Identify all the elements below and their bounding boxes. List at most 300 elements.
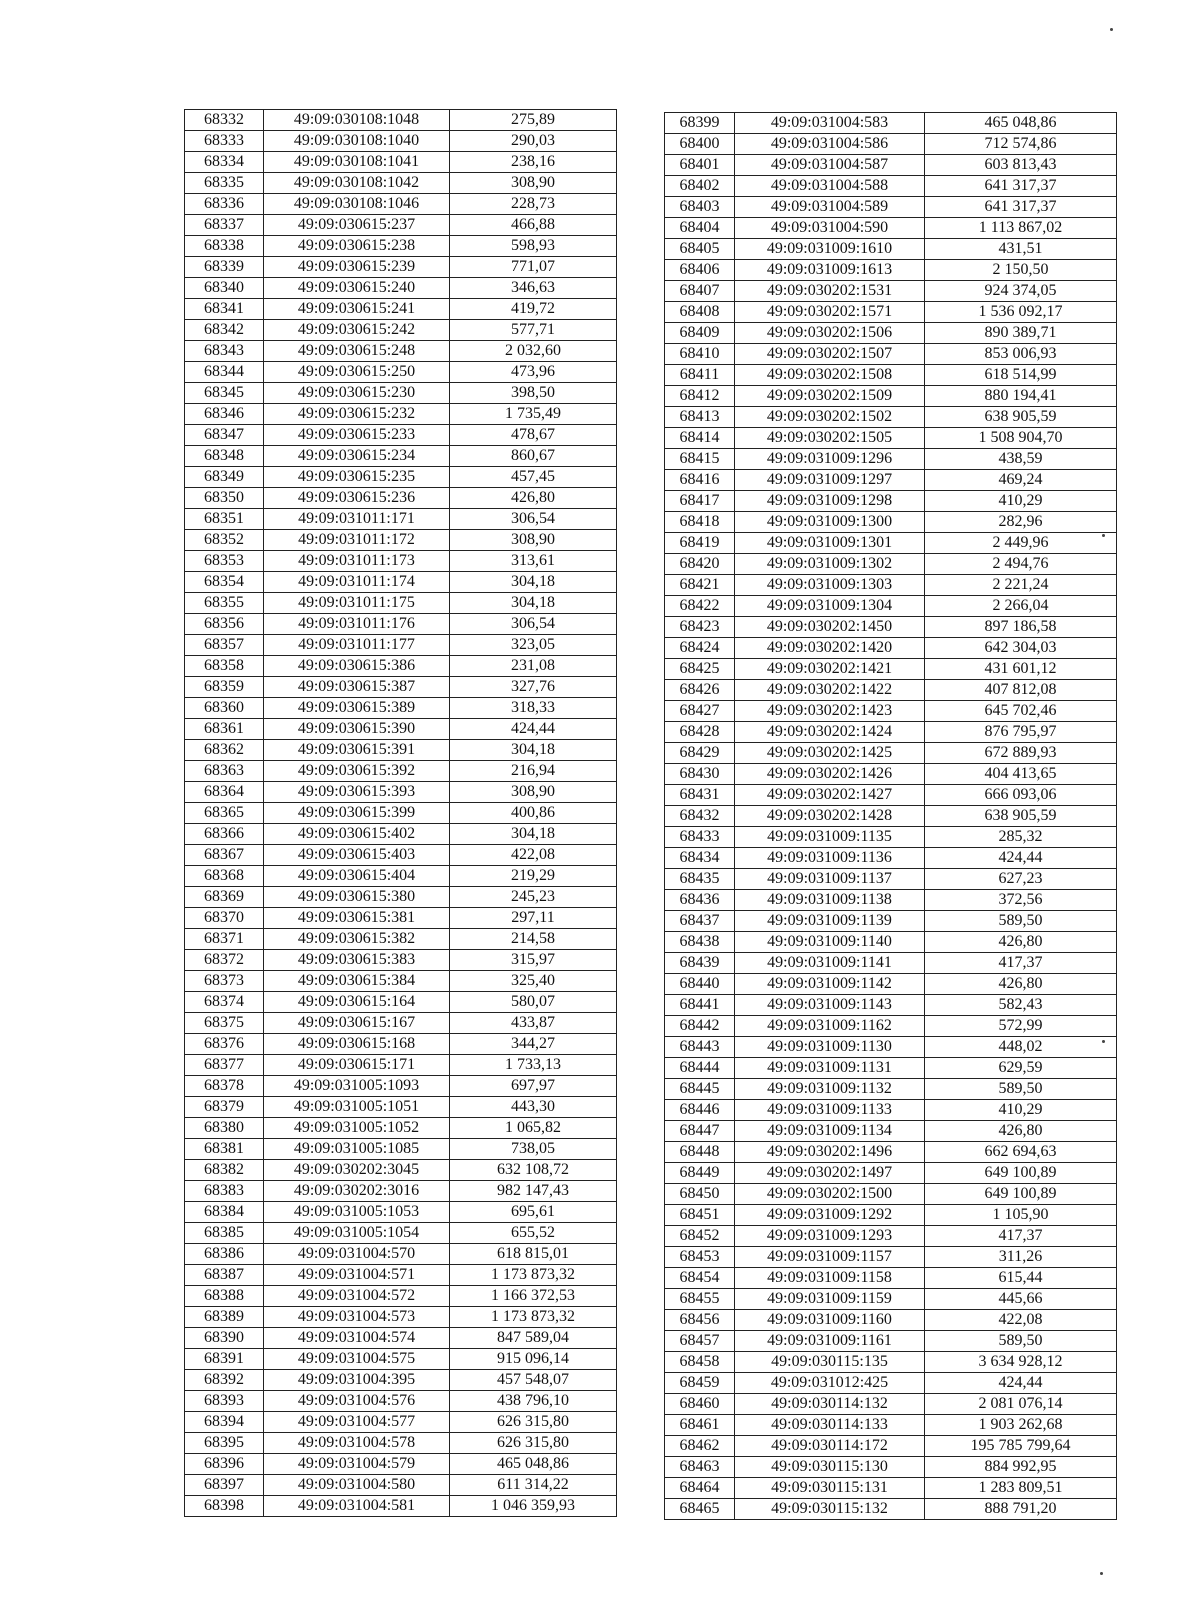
table-row bbox=[185, 131, 617, 152]
row-number-cell: 68367 bbox=[185, 845, 264, 866]
row-number-cell: 68464 bbox=[665, 1478, 735, 1499]
value-cell: 738,05 bbox=[450, 1139, 617, 1160]
value-cell: 1 065,82 bbox=[450, 1118, 617, 1139]
cadastral-number-cell: 49:09:030202:1505 bbox=[735, 428, 925, 449]
table-row bbox=[185, 656, 617, 677]
row-number-cell: 68442 bbox=[665, 1016, 735, 1037]
table-row bbox=[185, 320, 617, 341]
row-number-cell: 68430 bbox=[665, 764, 735, 785]
cadastral-number-cell: 49:09:030615:384 bbox=[264, 971, 450, 992]
cadastral-number-cell: 49:09:030615:240 bbox=[264, 278, 450, 299]
value-cell: 632 108,72 bbox=[450, 1160, 617, 1181]
table-row bbox=[665, 533, 1117, 554]
row-number-cell: 68351 bbox=[185, 509, 264, 530]
row-number-cell: 68357 bbox=[185, 635, 264, 656]
cadastral-number-cell: 49:09:030615:248 bbox=[264, 341, 450, 362]
table-row bbox=[185, 1097, 617, 1118]
row-number-cell: 68361 bbox=[185, 719, 264, 740]
cadastral-number-cell: 49:09:031009:1138 bbox=[735, 890, 925, 911]
table-row bbox=[185, 1013, 617, 1034]
cadastral-number-cell: 49:09:030615:392 bbox=[264, 761, 450, 782]
value-cell: 285,32 bbox=[925, 827, 1117, 848]
cadastral-number-cell: 49:09:031011:172 bbox=[264, 530, 450, 551]
table-row bbox=[665, 1457, 1117, 1478]
row-number-cell: 68342 bbox=[185, 320, 264, 341]
cadastral-number-cell: 49:09:030114:132 bbox=[735, 1394, 925, 1415]
row-number-cell: 68405 bbox=[665, 239, 735, 260]
row-number-cell: 68437 bbox=[665, 911, 735, 932]
cadastral-number-cell: 49:09:031009:1142 bbox=[735, 974, 925, 995]
row-number-cell: 68443 bbox=[665, 1037, 735, 1058]
cadastral-number-cell: 49:09:030615:403 bbox=[264, 845, 450, 866]
row-number-cell: 68345 bbox=[185, 383, 264, 404]
value-cell: 1 046 359,93 bbox=[450, 1496, 617, 1517]
cadastral-number-cell: 49:09:030108:1040 bbox=[264, 131, 450, 152]
value-cell: 438,59 bbox=[925, 449, 1117, 470]
cadastral-number-cell: 49:09:031009:1133 bbox=[735, 1100, 925, 1121]
cadastral-number-cell: 49:09:030202:1508 bbox=[735, 365, 925, 386]
value-cell: 346,63 bbox=[450, 278, 617, 299]
row-number-cell: 68387 bbox=[185, 1265, 264, 1286]
table-row bbox=[185, 299, 617, 320]
value-cell: 611 314,22 bbox=[450, 1475, 617, 1496]
value-cell: 304,18 bbox=[450, 593, 617, 614]
row-number-cell: 68418 bbox=[665, 512, 735, 533]
row-number-cell: 68379 bbox=[185, 1097, 264, 1118]
value-cell: 603 813,43 bbox=[925, 155, 1117, 176]
value-cell: 645 702,46 bbox=[925, 701, 1117, 722]
value-cell: 422,08 bbox=[925, 1310, 1117, 1331]
value-cell: 422,08 bbox=[450, 845, 617, 866]
row-number-cell: 68347 bbox=[185, 425, 264, 446]
row-number-cell: 68362 bbox=[185, 740, 264, 761]
row-number-cell: 68458 bbox=[665, 1352, 735, 1373]
value-cell: 238,16 bbox=[450, 152, 617, 173]
cadastral-number-cell: 49:09:031004:395 bbox=[264, 1370, 450, 1391]
row-number-cell: 68401 bbox=[665, 155, 735, 176]
value-cell: 426,80 bbox=[925, 1121, 1117, 1142]
row-number-cell: 68337 bbox=[185, 215, 264, 236]
cadastral-number-cell: 49:09:031009:1158 bbox=[735, 1268, 925, 1289]
cadastral-number-cell: 49:09:031004:578 bbox=[264, 1433, 450, 1454]
value-cell: 695,61 bbox=[450, 1202, 617, 1223]
table-row bbox=[665, 1079, 1117, 1100]
value-cell: 426,80 bbox=[925, 974, 1117, 995]
table-row bbox=[185, 782, 617, 803]
cadastral-number-cell: 49:09:031009:1610 bbox=[735, 239, 925, 260]
table-row bbox=[185, 446, 617, 467]
table-row bbox=[185, 467, 617, 488]
table-row bbox=[185, 1202, 617, 1223]
cadastral-number-cell: 49:09:031009:1159 bbox=[735, 1289, 925, 1310]
value-cell: 1 173 873,32 bbox=[450, 1307, 617, 1328]
value-cell: 771,07 bbox=[450, 257, 617, 278]
row-number-cell: 68388 bbox=[185, 1286, 264, 1307]
row-number-cell: 68408 bbox=[665, 302, 735, 323]
row-number-cell: 68428 bbox=[665, 722, 735, 743]
row-number-cell: 68370 bbox=[185, 908, 264, 929]
cadastral-number-cell: 49:09:031011:177 bbox=[264, 635, 450, 656]
row-number-cell: 68397 bbox=[185, 1475, 264, 1496]
cadastral-number-cell: 49:09:030615:232 bbox=[264, 404, 450, 425]
value-cell: 443,30 bbox=[450, 1097, 617, 1118]
cadastral-number-cell: 49:09:031009:1300 bbox=[735, 512, 925, 533]
row-number-cell: 68350 bbox=[185, 488, 264, 509]
row-number-cell: 68363 bbox=[185, 761, 264, 782]
value-cell: 214,58 bbox=[450, 929, 617, 950]
table-row bbox=[665, 1184, 1117, 1205]
value-cell: 318,33 bbox=[450, 698, 617, 719]
cadastral-number-cell: 49:09:031004:588 bbox=[735, 176, 925, 197]
row-number-cell: 68340 bbox=[185, 278, 264, 299]
cadastral-number-cell: 49:09:031005:1052 bbox=[264, 1118, 450, 1139]
cadastral-number-cell: 49:09:031004:572 bbox=[264, 1286, 450, 1307]
cadastral-number-cell: 49:09:031011:173 bbox=[264, 551, 450, 572]
row-number-cell: 68344 bbox=[185, 362, 264, 383]
table-row bbox=[185, 1475, 617, 1496]
row-number-cell: 68426 bbox=[665, 680, 735, 701]
value-cell: 847 589,04 bbox=[450, 1328, 617, 1349]
cadastral-number-cell: 49:09:031004:575 bbox=[264, 1349, 450, 1370]
cadastral-number-cell: 49:09:031009:1162 bbox=[735, 1016, 925, 1037]
value-cell: 876 795,97 bbox=[925, 722, 1117, 743]
cadastral-number-cell: 49:09:031004:583 bbox=[735, 113, 925, 134]
value-cell: 577,71 bbox=[450, 320, 617, 341]
row-number-cell: 68394 bbox=[185, 1412, 264, 1433]
cadastral-number-cell: 49:09:031009:1297 bbox=[735, 470, 925, 491]
value-cell: 344,27 bbox=[450, 1034, 617, 1055]
row-number-cell: 68447 bbox=[665, 1121, 735, 1142]
table-row bbox=[185, 341, 617, 362]
row-number-cell: 68399 bbox=[665, 113, 735, 134]
value-cell: 216,94 bbox=[450, 761, 617, 782]
table-row bbox=[185, 1244, 617, 1265]
value-cell: 2 449,96 bbox=[925, 533, 1117, 554]
value-cell: 308,90 bbox=[450, 530, 617, 551]
table-row bbox=[185, 572, 617, 593]
row-number-cell: 68440 bbox=[665, 974, 735, 995]
table-row bbox=[185, 719, 617, 740]
table-row bbox=[185, 635, 617, 656]
row-number-cell: 68356 bbox=[185, 614, 264, 635]
row-number-cell: 68453 bbox=[665, 1247, 735, 1268]
cadastral-number-cell: 49:09:030615:382 bbox=[264, 929, 450, 950]
cadastral-number-cell: 49:09:030615:381 bbox=[264, 908, 450, 929]
row-number-cell: 68377 bbox=[185, 1055, 264, 1076]
row-number-cell: 68425 bbox=[665, 659, 735, 680]
table-row bbox=[665, 1415, 1117, 1436]
row-number-cell: 68427 bbox=[665, 701, 735, 722]
cadastral-number-cell: 49:09:031004:570 bbox=[264, 1244, 450, 1265]
cadastral-number-cell: 49:09:030615:386 bbox=[264, 656, 450, 677]
row-number-cell: 68336 bbox=[185, 194, 264, 215]
table-row bbox=[665, 1373, 1117, 1394]
row-number-cell: 68411 bbox=[665, 365, 735, 386]
value-cell: 457,45 bbox=[450, 467, 617, 488]
table-row bbox=[665, 785, 1117, 806]
value-cell: 649 100,89 bbox=[925, 1184, 1117, 1205]
table-row bbox=[185, 845, 617, 866]
cadastral-number-cell: 49:09:030202:1423 bbox=[735, 701, 925, 722]
cadastral-number-cell: 49:09:031005:1053 bbox=[264, 1202, 450, 1223]
table-row bbox=[665, 1352, 1117, 1373]
value-cell: 618 815,01 bbox=[450, 1244, 617, 1265]
row-number-cell: 68432 bbox=[665, 806, 735, 827]
cadastral-number-cell: 49:09:030202:1500 bbox=[735, 1184, 925, 1205]
table-row bbox=[185, 551, 617, 572]
value-cell: 372,56 bbox=[925, 890, 1117, 911]
cadastral-number-cell: 49:09:030615:171 bbox=[264, 1055, 450, 1076]
cadastral-number-cell: 49:09:030615:242 bbox=[264, 320, 450, 341]
row-number-cell: 68348 bbox=[185, 446, 264, 467]
row-number-cell: 68359 bbox=[185, 677, 264, 698]
table-row bbox=[665, 302, 1117, 323]
value-cell: 641 317,37 bbox=[925, 176, 1117, 197]
table-row bbox=[665, 1163, 1117, 1184]
table-row bbox=[185, 1391, 617, 1412]
row-number-cell: 68446 bbox=[665, 1100, 735, 1121]
cadastral-number-cell: 49:09:030615:241 bbox=[264, 299, 450, 320]
value-cell: 853 006,93 bbox=[925, 344, 1117, 365]
value-cell: 589,50 bbox=[925, 1331, 1117, 1352]
left-table-body bbox=[185, 110, 617, 1517]
cadastral-number-cell: 49:09:031009:1293 bbox=[735, 1226, 925, 1247]
table-row bbox=[665, 953, 1117, 974]
value-cell: 466,88 bbox=[450, 215, 617, 236]
table-row bbox=[185, 1328, 617, 1349]
scan-speck bbox=[1100, 1572, 1103, 1575]
row-number-cell: 68366 bbox=[185, 824, 264, 845]
row-number-cell: 68455 bbox=[665, 1289, 735, 1310]
cadastral-number-cell: 49:09:031004:579 bbox=[264, 1454, 450, 1475]
value-cell: 400,86 bbox=[450, 803, 617, 824]
value-cell: 308,90 bbox=[450, 782, 617, 803]
row-number-cell: 68406 bbox=[665, 260, 735, 281]
cadastral-number-cell: 49:09:030202:1424 bbox=[735, 722, 925, 743]
table-row bbox=[185, 593, 617, 614]
value-cell: 315,97 bbox=[450, 950, 617, 971]
table-row bbox=[665, 680, 1117, 701]
row-number-cell: 68338 bbox=[185, 236, 264, 257]
value-cell: 419,72 bbox=[450, 299, 617, 320]
row-number-cell: 68398 bbox=[185, 1496, 264, 1517]
row-number-cell: 68378 bbox=[185, 1076, 264, 1097]
cadastral-number-cell: 49:09:030615:238 bbox=[264, 236, 450, 257]
row-number-cell: 68404 bbox=[665, 218, 735, 239]
row-number-cell: 68412 bbox=[665, 386, 735, 407]
cadastral-number-cell: 49:09:030615:393 bbox=[264, 782, 450, 803]
row-number-cell: 68461 bbox=[665, 1415, 735, 1436]
table-row bbox=[185, 698, 617, 719]
value-cell: 313,61 bbox=[450, 551, 617, 572]
table-row bbox=[665, 113, 1117, 134]
row-number-cell: 68372 bbox=[185, 950, 264, 971]
cadastral-number-cell: 49:09:031004:581 bbox=[264, 1496, 450, 1517]
cadastral-number-cell: 49:09:031009:1303 bbox=[735, 575, 925, 596]
cadastral-number-cell: 49:09:031009:1298 bbox=[735, 491, 925, 512]
table-row bbox=[185, 950, 617, 971]
row-number-cell: 68374 bbox=[185, 992, 264, 1013]
table-row bbox=[185, 236, 617, 257]
table-row bbox=[665, 449, 1117, 470]
value-cell: 195 785 799,64 bbox=[925, 1436, 1117, 1457]
row-number-cell: 68449 bbox=[665, 1163, 735, 1184]
row-number-cell: 68456 bbox=[665, 1310, 735, 1331]
row-number-cell: 68441 bbox=[665, 995, 735, 1016]
row-number-cell: 68382 bbox=[185, 1160, 264, 1181]
right-table-body bbox=[665, 113, 1117, 1520]
table-row bbox=[185, 278, 617, 299]
row-number-cell: 68384 bbox=[185, 1202, 264, 1223]
cadastral-number-cell: 49:09:031009:1141 bbox=[735, 953, 925, 974]
table-row bbox=[665, 890, 1117, 911]
row-number-cell: 68402 bbox=[665, 176, 735, 197]
row-number-cell: 68457 bbox=[665, 1331, 735, 1352]
cadastral-number-cell: 49:09:030115:131 bbox=[735, 1478, 925, 1499]
row-number-cell: 68434 bbox=[665, 848, 735, 869]
cadastral-number-cell: 49:09:030202:1571 bbox=[735, 302, 925, 323]
value-cell: 655,52 bbox=[450, 1223, 617, 1244]
cadastral-number-cell: 49:09:030615:167 bbox=[264, 1013, 450, 1034]
row-number-cell: 68448 bbox=[665, 1142, 735, 1163]
row-number-cell: 68339 bbox=[185, 257, 264, 278]
row-number-cell: 68355 bbox=[185, 593, 264, 614]
table-row bbox=[665, 260, 1117, 281]
row-number-cell: 68383 bbox=[185, 1181, 264, 1202]
scan-speck bbox=[1110, 28, 1113, 31]
cadastral-number-cell: 49:09:030615:387 bbox=[264, 677, 450, 698]
row-number-cell: 68415 bbox=[665, 449, 735, 470]
cadastral-number-cell: 49:09:031004:580 bbox=[264, 1475, 450, 1496]
cadastral-number-cell: 49:09:031004:576 bbox=[264, 1391, 450, 1412]
table-row bbox=[665, 1226, 1117, 1247]
table-row bbox=[665, 176, 1117, 197]
right-register-table bbox=[664, 112, 1117, 1520]
table-row bbox=[185, 404, 617, 425]
cadastral-number-cell: 49:09:031009:1134 bbox=[735, 1121, 925, 1142]
row-number-cell: 68433 bbox=[665, 827, 735, 848]
row-number-cell: 68421 bbox=[665, 575, 735, 596]
value-cell: 1 735,49 bbox=[450, 404, 617, 425]
row-number-cell: 68431 bbox=[665, 785, 735, 806]
value-cell: 433,87 bbox=[450, 1013, 617, 1034]
table-row bbox=[185, 614, 617, 635]
row-number-cell: 68373 bbox=[185, 971, 264, 992]
cadastral-number-cell: 49:09:030202:1531 bbox=[735, 281, 925, 302]
value-cell: 582,43 bbox=[925, 995, 1117, 1016]
table-row bbox=[185, 362, 617, 383]
cadastral-number-cell: 49:09:030202:1420 bbox=[735, 638, 925, 659]
table-row bbox=[185, 824, 617, 845]
row-number-cell: 68413 bbox=[665, 407, 735, 428]
row-number-cell: 68392 bbox=[185, 1370, 264, 1391]
row-number-cell: 68438 bbox=[665, 932, 735, 953]
cadastral-number-cell: 49:09:031005:1085 bbox=[264, 1139, 450, 1160]
value-cell: 410,29 bbox=[925, 1100, 1117, 1121]
cadastral-number-cell: 49:09:030615:239 bbox=[264, 257, 450, 278]
table-row bbox=[185, 803, 617, 824]
cadastral-number-cell: 49:09:031011:174 bbox=[264, 572, 450, 593]
value-cell: 457 548,07 bbox=[450, 1370, 617, 1391]
value-cell: 627,23 bbox=[925, 869, 1117, 890]
value-cell: 306,54 bbox=[450, 614, 617, 635]
value-cell: 426,80 bbox=[450, 488, 617, 509]
row-number-cell: 68465 bbox=[665, 1499, 735, 1520]
row-number-cell: 68396 bbox=[185, 1454, 264, 1475]
cadastral-number-cell: 49:09:030615:237 bbox=[264, 215, 450, 236]
value-cell: 1 113 867,02 bbox=[925, 218, 1117, 239]
value-cell: 615,44 bbox=[925, 1268, 1117, 1289]
row-number-cell: 68386 bbox=[185, 1244, 264, 1265]
row-number-cell: 68360 bbox=[185, 698, 264, 719]
table-row bbox=[665, 281, 1117, 302]
value-cell: 325,40 bbox=[450, 971, 617, 992]
table-row bbox=[665, 554, 1117, 575]
cadastral-number-cell: 49:09:030202:1421 bbox=[735, 659, 925, 680]
table-row bbox=[665, 407, 1117, 428]
table-row bbox=[185, 1034, 617, 1055]
cadastral-number-cell: 49:09:031009:1130 bbox=[735, 1037, 925, 1058]
row-number-cell: 68435 bbox=[665, 869, 735, 890]
row-number-cell: 68460 bbox=[665, 1394, 735, 1415]
value-cell: 638 905,59 bbox=[925, 806, 1117, 827]
table-row bbox=[665, 428, 1117, 449]
row-number-cell: 68444 bbox=[665, 1058, 735, 1079]
table-row bbox=[665, 134, 1117, 155]
row-number-cell: 68354 bbox=[185, 572, 264, 593]
cadastral-number-cell: 49:09:030202:1497 bbox=[735, 1163, 925, 1184]
cadastral-number-cell: 49:09:030202:3045 bbox=[264, 1160, 450, 1181]
table-row bbox=[665, 1310, 1117, 1331]
cadastral-number-cell: 49:09:030615:236 bbox=[264, 488, 450, 509]
value-cell: 589,50 bbox=[925, 911, 1117, 932]
row-number-cell: 68463 bbox=[665, 1457, 735, 1478]
value-cell: 398,50 bbox=[450, 383, 617, 404]
value-cell: 465 048,86 bbox=[925, 113, 1117, 134]
cadastral-number-cell: 49:09:031011:171 bbox=[264, 509, 450, 530]
table-row bbox=[665, 155, 1117, 176]
cadastral-number-cell: 49:09:031009:1161 bbox=[735, 1331, 925, 1352]
table-row bbox=[185, 992, 617, 1013]
table-row bbox=[665, 638, 1117, 659]
value-cell: 2 032,60 bbox=[450, 341, 617, 362]
table-row bbox=[185, 761, 617, 782]
row-number-cell: 68389 bbox=[185, 1307, 264, 1328]
cadastral-number-cell: 49:09:031009:1135 bbox=[735, 827, 925, 848]
value-cell: 445,66 bbox=[925, 1289, 1117, 1310]
cadastral-number-cell: 49:09:030115:132 bbox=[735, 1499, 925, 1520]
value-cell: 924 374,05 bbox=[925, 281, 1117, 302]
row-number-cell: 68371 bbox=[185, 929, 264, 950]
table-row bbox=[665, 1100, 1117, 1121]
row-number-cell: 68349 bbox=[185, 467, 264, 488]
cadastral-number-cell: 49:09:031012:425 bbox=[735, 1373, 925, 1394]
row-number-cell: 68352 bbox=[185, 530, 264, 551]
value-cell: 282,96 bbox=[925, 512, 1117, 533]
cadastral-number-cell: 49:09:030615:402 bbox=[264, 824, 450, 845]
table-row bbox=[665, 806, 1117, 827]
table-row bbox=[185, 1076, 617, 1097]
value-cell: 618 514,99 bbox=[925, 365, 1117, 386]
value-cell: 1 173 873,32 bbox=[450, 1265, 617, 1286]
value-cell: 880 194,41 bbox=[925, 386, 1117, 407]
table-row bbox=[185, 257, 617, 278]
value-cell: 629,59 bbox=[925, 1058, 1117, 1079]
row-number-cell: 68419 bbox=[665, 533, 735, 554]
value-cell: 2 221,24 bbox=[925, 575, 1117, 596]
cadastral-number-cell: 49:09:030114:172 bbox=[735, 1436, 925, 1457]
table-row bbox=[185, 530, 617, 551]
